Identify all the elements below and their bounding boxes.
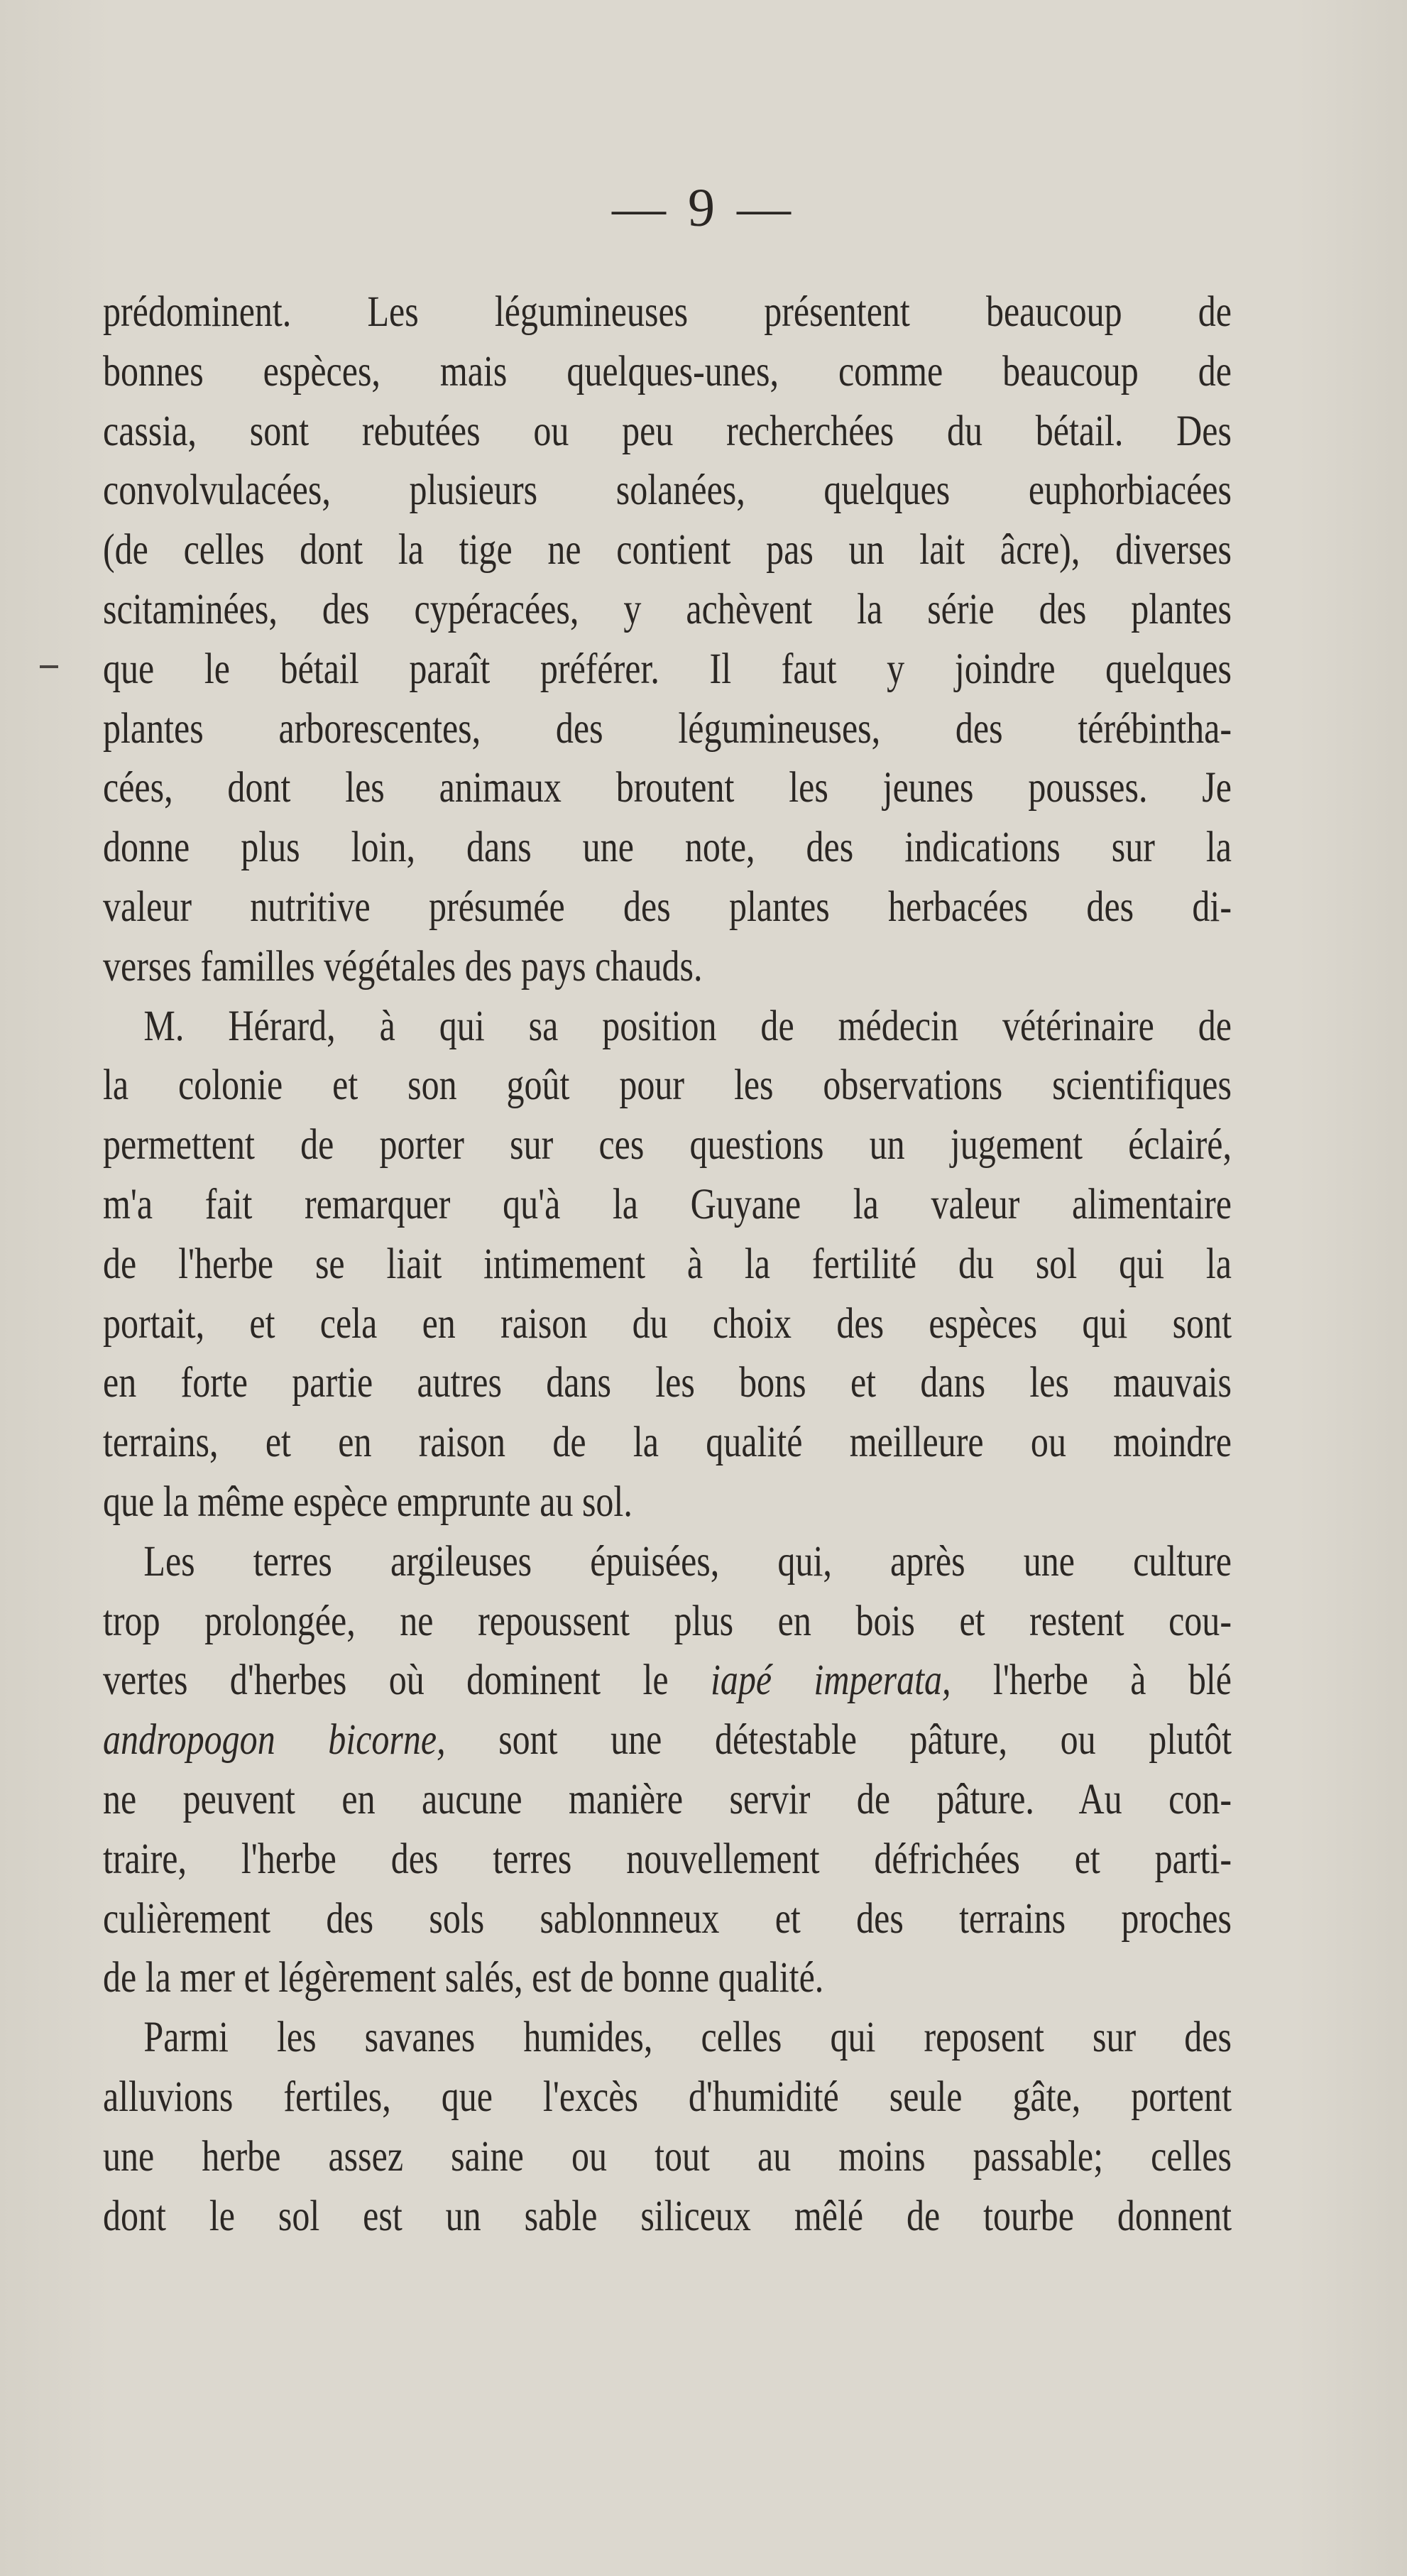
body-text — [103, 283, 1232, 2246]
text-line: M. Hérard, à qui sa position de médecin vétérinaire de — [143, 1002, 1232, 1050]
text-line: cassia, sont rebutées ou peu recherchées du bétail. Des — [103, 407, 1232, 455]
text-line: (de celles dont la tige ne contient pas un lait âcre), diverses — [103, 526, 1232, 574]
text-line: Les terres argileuses épuisées, qui, après une culture — [143, 1537, 1232, 1586]
text-line: terrains, et en raison de la qualité meilleure ou moindre — [103, 1419, 1232, 1467]
text-line: verses familles végétales des pays chauds. — [103, 942, 703, 990]
text-line: plantes arborescentes, des légumineuses, des térébintha- — [103, 704, 1232, 753]
text-line: Parmi les savanes humides, celles qui reposent sur des — [143, 2014, 1232, 2062]
text-line: portait, et cela en raison du choix des espèces qui sont — [103, 1299, 1232, 1348]
text-line: donne plus loin, dans une note, des indications sur la — [103, 824, 1232, 872]
text-line: prédominent. Les légumineuses présentent beaucoup de — [103, 288, 1232, 336]
text-line: culièrement des sols sablonnneux et des terrains proches — [103, 1894, 1232, 1943]
text-line: que le bétail paraît préférer. Il faut y joindre quelques — [103, 645, 1232, 693]
text-line: ne peuvent en aucune manière servir de pâture. Au con- — [103, 1775, 1232, 1823]
text-line: de l'herbe se liait intimement à la fertilité du sol qui la — [103, 1240, 1232, 1288]
text-line: que la même espèce emprunte au sol. — [103, 1478, 633, 1526]
text-line: trop prolongée, ne repoussent plus en bois et restent cou- — [103, 1597, 1232, 1645]
text-line: convolvulacées, plusieurs solanées, quelques euphorbiacées — [103, 466, 1232, 515]
text-line: la colonie et son goût pour les observations scientifiques — [103, 1061, 1232, 1110]
text-line: dont le sol est un sable siliceux mêlé de tourbe donnent — [103, 2192, 1232, 2240]
text-line: m'a fait remarquer qu'à la Guyane la valeur alimentaire — [103, 1180, 1232, 1228]
text-line: permettent de porter sur ces questions un jugement éclairé, — [103, 1121, 1232, 1169]
text-line: alluvions fertiles, que l'excès d'humidité seule gâte, portent — [103, 2073, 1232, 2121]
text-line: valeur nutritive présumée des plantes herbacées des di- — [103, 883, 1232, 931]
text-line: traire, l'herbe des terres nouvellement défrichées et parti- — [103, 1835, 1232, 1883]
text-line: en forte partie autres dans les bons et dans les mauvais — [103, 1359, 1232, 1407]
text-line: vertes d'herbes où dominent le iapé imperata, l'herbe à blé — [103, 1657, 1232, 1705]
text-line: bonnes espèces, mais quelques-unes, comme beaucoup de — [103, 347, 1232, 395]
text-line: cées, dont les animaux broutent les jeunes pousses. Je — [103, 764, 1232, 812]
text-line: scitaminées, des cypéracées, y achèvent la série des plantes — [103, 585, 1232, 633]
text-line: andropogon bicorne, sont une détestable pâture, ou plutôt — [103, 1716, 1232, 1764]
text-line: une herbe assez saine ou tout au moins passable; celles — [103, 2132, 1232, 2181]
text-line: de la mer et légèrement salés, est de bonne qualité. — [103, 1954, 824, 2002]
margin-mark — [40, 665, 58, 668]
page-number: — 9 — — [612, 178, 795, 238]
